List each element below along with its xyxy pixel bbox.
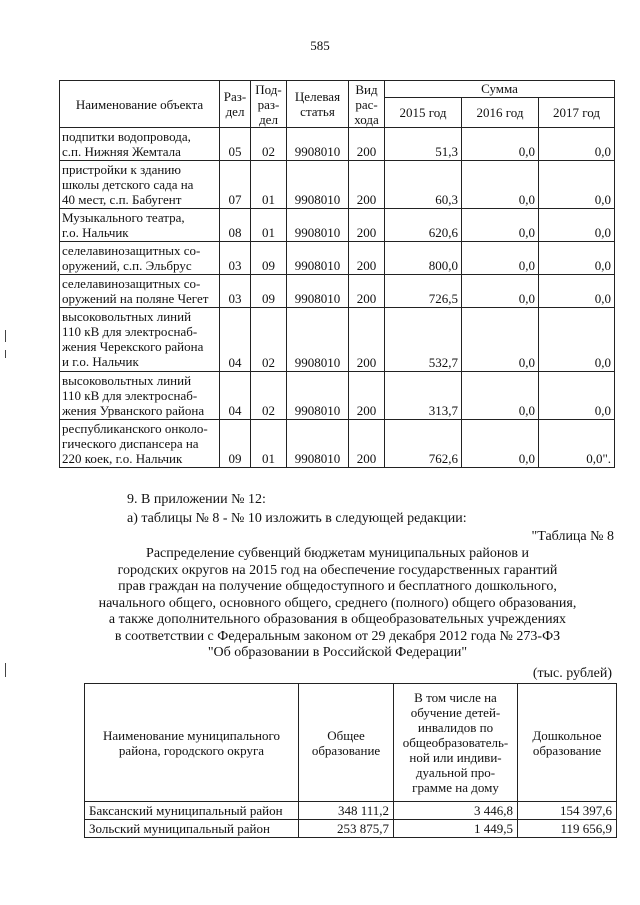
object-name-cell: селелавинозащитных со- оружений на поляне Чегет [60,275,220,308]
section-cell: 03 [220,242,251,275]
sum-2017-cell: 0,0 [539,275,615,308]
general-education-cell: 348 111,2 [299,802,394,820]
margin-mark [5,330,6,342]
object-name-cell: пристройки к зданию школы детского сада на 40 мест, с.п. Бабугент [60,161,220,209]
title-line: прав граждан на получение общедоступного и бесплатного дошкольного, [118,579,557,594]
municipality-cell: Зольский муниципальный район [85,820,299,838]
object-name-cell: Музыкального театра, г.о. Нальчик [60,209,220,242]
sum-2015-cell: 726,5 [385,275,462,308]
header-sum: Сумма [385,81,615,98]
header-general: Общее образование [299,684,394,802]
general-education-cell: 253 875,7 [299,820,394,838]
header-2015: 2015 год [385,97,462,127]
object-name-cell: высоковольтных линий 110 кВ для электроснаб- жения Урванского района [60,372,220,420]
target-article-cell: 9908010 [287,161,349,209]
header-section: Раз- дел [220,81,251,128]
object-name-cell: республиканского онколо- гического диспансера на 220 коек, г.о. Нальчик [60,420,220,468]
table-label: "Таблица № 8 [531,529,614,544]
table-row [60,275,615,308]
item-9a: а) таблицы № 8 - № 10 изложить в следующей редакции: [127,511,467,526]
object-name-cell: подпитки водопровода, с.п. Нижняя Жемтала [60,128,220,161]
page-number: 585 [310,38,330,53]
sum-2017-cell: 0,0 [539,209,615,242]
header-disabled: В том числе на обучение детей- инвалидов по общеобразователь- ной или индиви- дуальной про- грамме на дому [394,684,518,802]
expense-type-cell: 200 [349,209,385,242]
title-line: городских округов на 2015 год на обеспечение государственных гарантий [117,562,558,578]
title-line: а также дополнительного образования в общеобразовательных учреждениях [108,612,567,627]
target-article-cell: 9908010 [287,372,349,420]
subsection-cell: 02 [251,372,287,420]
section-cell: 05 [220,128,251,161]
subventions-table [84,683,617,838]
target-article-cell: 9908010 [287,308,349,372]
table-row [85,820,617,838]
item-9: 9. В приложении № 12: [127,492,266,507]
expense-type-cell: 200 [349,275,385,308]
section-cell: 04 [220,308,251,372]
table-row [60,420,615,468]
subsection-cell: 02 [251,308,287,372]
subsection-cell: 01 [251,420,287,468]
title-line: в соответствии с Федеральным законом от 29 декабря 2012 года № 273-ФЗ [114,628,561,644]
table-row [85,802,617,820]
sum-2016-cell: 0,0 [462,372,539,420]
sum-2015-cell: 313,7 [385,372,462,420]
sum-2015-cell: 762,6 [385,420,462,468]
header-type: Вид рас- хода [349,81,385,128]
sum-2016-cell: 0,0 [462,308,539,372]
section-cell: 09 [220,420,251,468]
units-label: (тыс. рублей) [532,666,612,681]
title-line: Распределение субвенций бюджетам муниципальных районов и [146,546,529,561]
disabled-children-cell: 3 446,8 [394,802,518,820]
title-line: "Об образовании в Российской Федерации" [207,645,468,660]
section-cell: 07 [220,161,251,209]
target-article-cell: 9908010 [287,420,349,468]
table-row [60,372,615,420]
sum-2017-cell: 0,0 [539,161,615,209]
header-target: Целевая статья [287,81,349,128]
sum-2015-cell: 532,7 [385,308,462,372]
sum-2015-cell: 800,0 [385,242,462,275]
header-subsection: Под- раз- дел [251,81,287,128]
target-article-cell: 9908010 [287,242,349,275]
object-name-cell: селелавинозащитных со- оружений, с.п. Эльбрус [60,242,220,275]
header-2017: 2017 год [539,97,615,127]
expense-type-cell: 200 [349,161,385,209]
expense-type-cell: 200 [349,242,385,275]
target-article-cell: 9908010 [287,209,349,242]
sum-2017-cell: 0,0 [539,128,615,161]
subsection-cell: 09 [251,242,287,275]
margin-mark [5,350,6,358]
table-row [60,308,615,372]
expense-type-cell: 200 [349,372,385,420]
preschool-education-cell: 119 656,9 [518,820,617,838]
header-municipality: Наименование муниципального района, городского округа [85,684,299,802]
expense-type-cell: 200 [349,128,385,161]
subsection-cell: 01 [251,209,287,242]
sum-2017-cell: 0,0 [539,242,615,275]
disabled-children-cell: 1 449,5 [394,820,518,838]
header-name: Наименование объекта [60,81,220,128]
table-row [60,161,615,209]
table-title [60,546,615,662]
subsection-cell: 02 [251,128,287,161]
header-2016: 2016 год [462,97,539,127]
sum-2016-cell: 0,0 [462,209,539,242]
table-row [60,242,615,275]
table-row [60,209,615,242]
sum-2015-cell: 620,6 [385,209,462,242]
object-name-cell: высоковольтных линий 110 кВ для электроснаб- жения Черекского района и г.о. Нальчик [60,308,220,372]
preschool-education-cell: 154 397,6 [518,802,617,820]
target-article-cell: 9908010 [287,128,349,161]
subsection-cell: 01 [251,161,287,209]
municipality-cell: Баксанский муниципальный район [85,802,299,820]
objects-table [59,80,615,468]
sum-2016-cell: 0,0 [462,128,539,161]
section-cell: 03 [220,275,251,308]
section-cell: 04 [220,372,251,420]
sum-2016-cell: 0,0 [462,161,539,209]
sum-2015-cell: 51,3 [385,128,462,161]
table-row [60,128,615,161]
sum-2015-cell: 60,3 [385,161,462,209]
expense-type-cell: 200 [349,308,385,372]
section-cell: 08 [220,209,251,242]
expense-type-cell: 200 [349,420,385,468]
sum-2016-cell: 0,0 [462,242,539,275]
sum-2017-cell: 0,0". [539,420,615,468]
sum-2017-cell: 0,0 [539,372,615,420]
sum-2016-cell: 0,0 [462,275,539,308]
margin-mark [5,663,6,677]
subsection-cell: 09 [251,275,287,308]
sum-2016-cell: 0,0 [462,420,539,468]
title-line: начального общего, основного общего, среднего (полного) общего образования, [98,595,577,611]
header-preschool: Дошкольное образование [518,684,617,802]
sum-2017-cell: 0,0 [539,308,615,372]
target-article-cell: 9908010 [287,275,349,308]
